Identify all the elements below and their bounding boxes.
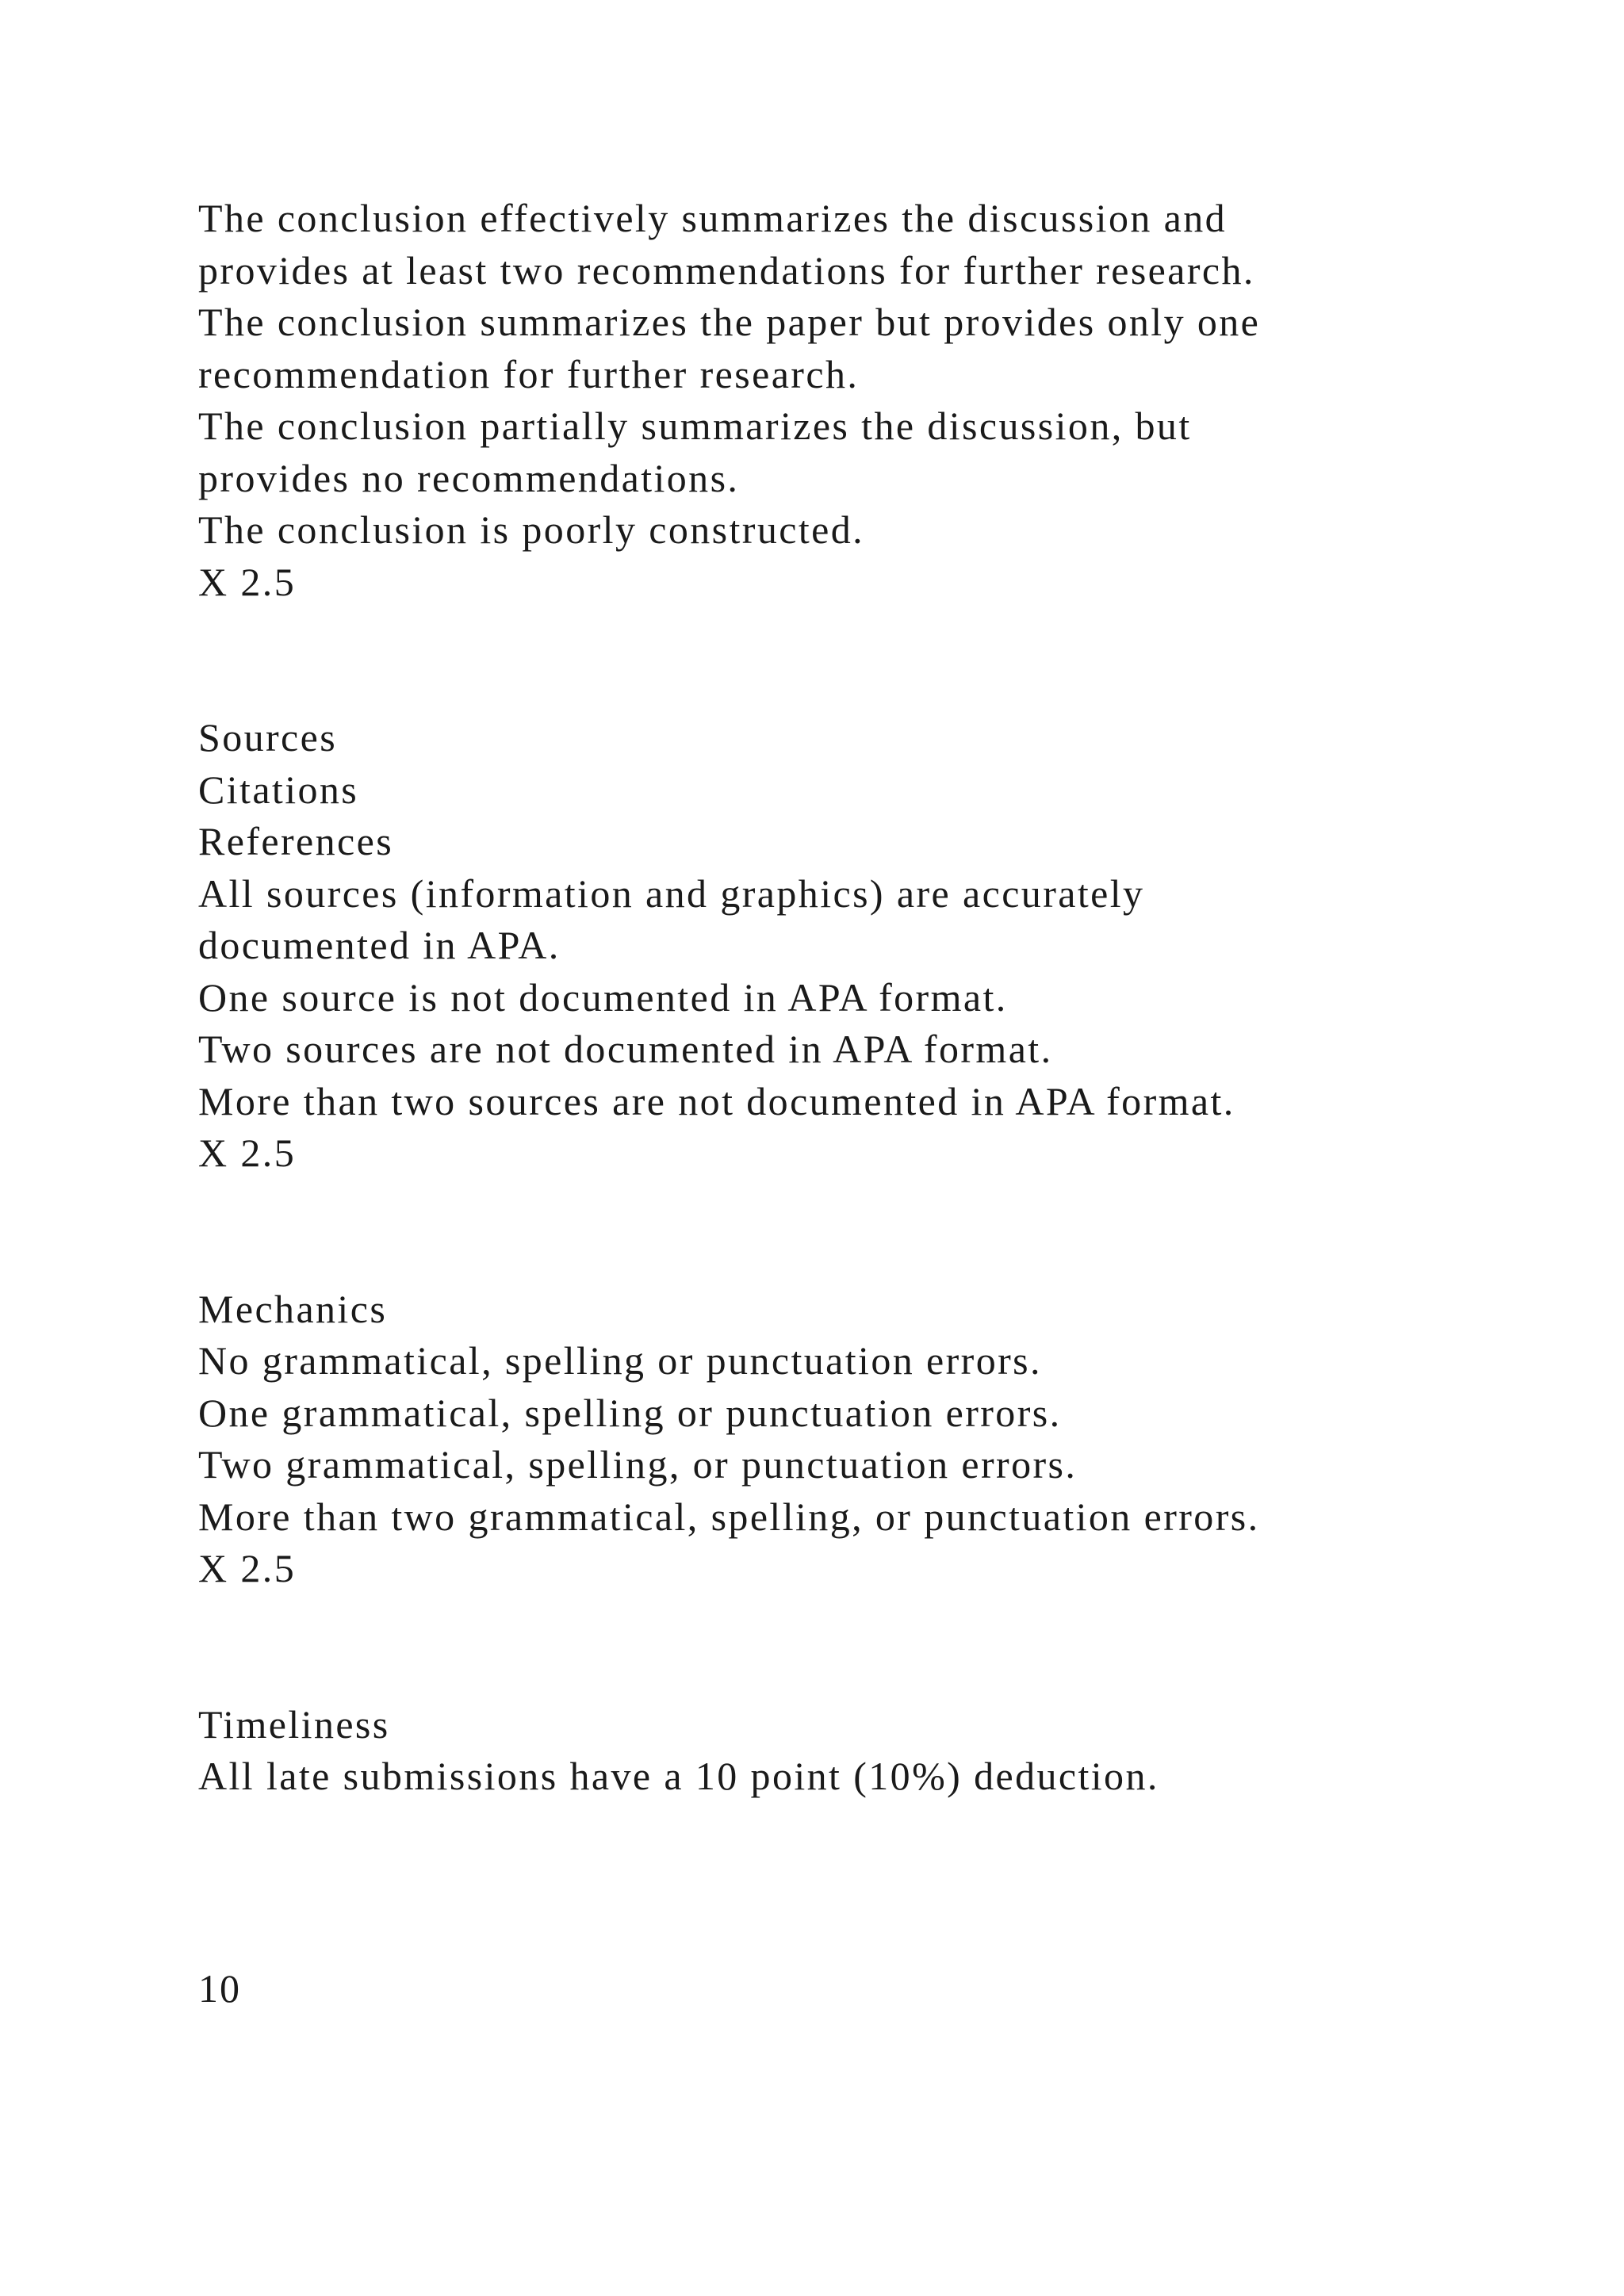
text-line: All late submissions have a 10 point (10%) deduction. — [198, 1754, 1159, 1798]
text-line: provides no recommendations. — [198, 455, 740, 500]
weight-label: X 2.5 — [198, 1546, 297, 1590]
text-line: provides at least two recommendations for further research. — [198, 247, 1255, 293]
text-line: More than two sources are not documented in APA format. — [198, 1078, 1235, 1123]
page-number: 10 — [198, 1966, 241, 2011]
text-line: No grammatical, spelling or punctuation errors. — [198, 1338, 1042, 1383]
section-heading: Citations — [198, 767, 359, 812]
text-line: The conclusion is poorly constructed. — [198, 507, 865, 552]
timeliness-section — [198, 1699, 1435, 1803]
mechanics-section — [198, 1284, 1435, 1595]
document-body — [198, 193, 1435, 1803]
section-heading: Mechanics — [198, 1286, 388, 1331]
section-spacer — [198, 1595, 1435, 1699]
weight-label: X 2.5 — [198, 1131, 297, 1175]
section-spacer — [198, 608, 1435, 712]
text-line: The conclusion partially summarizes the discussion, but — [198, 404, 1192, 448]
weight-label: X 2.5 — [198, 559, 297, 604]
text-line: recommendation for further research. — [198, 351, 860, 396]
conclusion-section — [198, 193, 1435, 608]
text-line: documented in APA. — [198, 923, 561, 967]
text-line: The conclusion effectively summarizes the discussion and — [198, 196, 1228, 240]
text-line: The conclusion summarizes the paper but provides only one — [198, 300, 1261, 344]
text-line: Two grammatical, spelling, or punctuation errors. — [198, 1442, 1078, 1487]
text-line: One source is not documented in APA format. — [198, 974, 1008, 1020]
sources-section — [198, 712, 1435, 1180]
section-heading: References — [198, 819, 394, 863]
text-line: All sources (information and graphics) are accurately — [198, 871, 1145, 916]
text-line: One grammatical, spelling or punctuation errors. — [198, 1390, 1062, 1435]
section-heading: Timeliness — [198, 1701, 390, 1747]
section-spacer — [198, 1180, 1435, 1284]
text-line: More than two grammatical, spelling, or punctuation errors. — [198, 1494, 1260, 1539]
text-line: Two sources are not documented in APA format. — [198, 1027, 1053, 1071]
section-heading: Sources — [198, 715, 338, 760]
